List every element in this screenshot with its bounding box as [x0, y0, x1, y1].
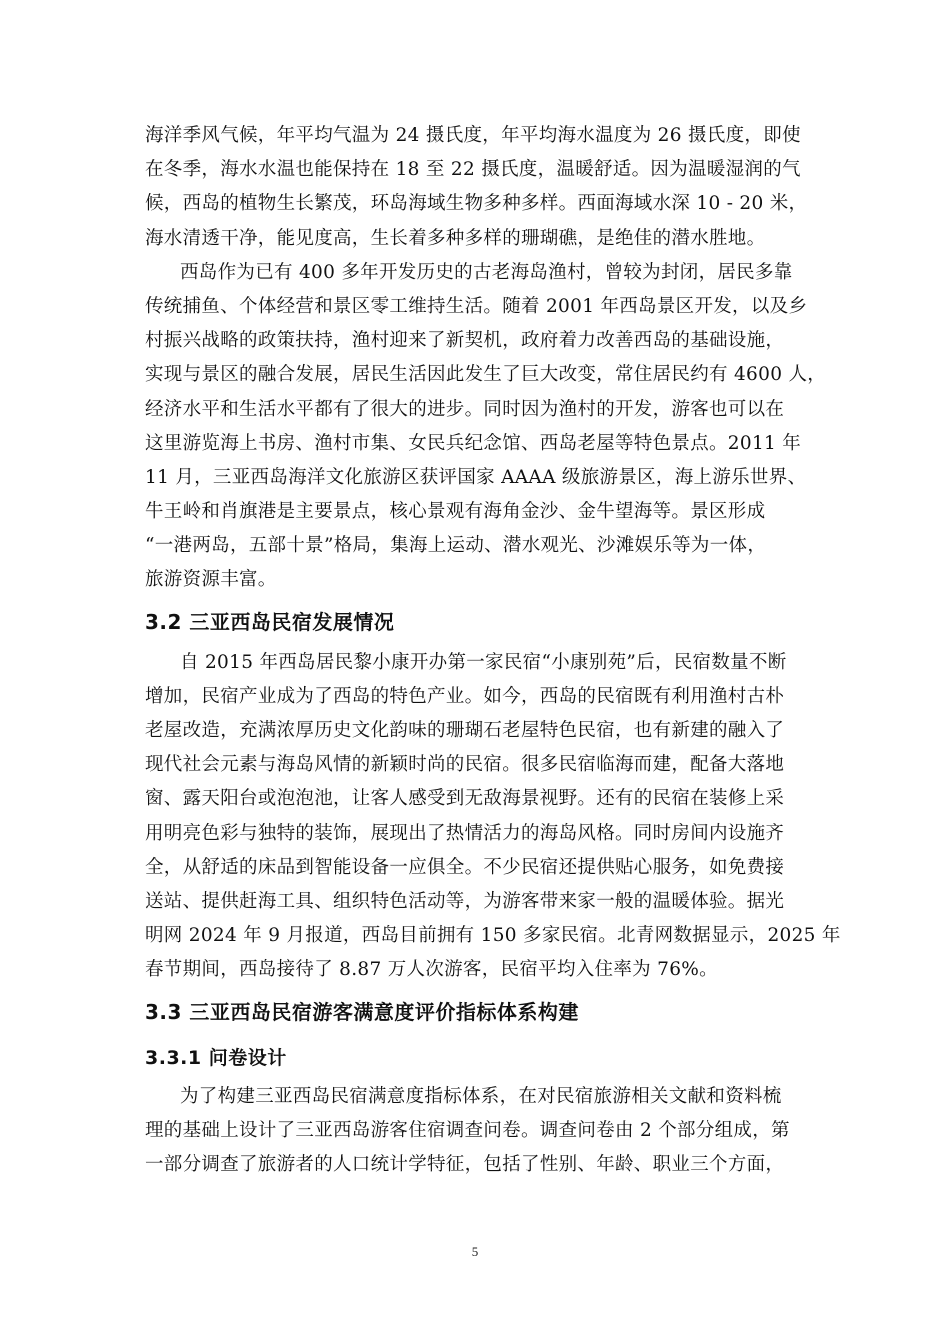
- text-line: 这里游览海上书房、渔村市集、女民兵纪念馆、西岛老屋等特色景点。2011 年: [145, 432, 802, 454]
- section-heading: 3.3 三亚西岛民宿游客满意度评价指标体系构建: [145, 999, 579, 1024]
- text-line: 经济水平和生活水平都有了很大的进步。同时因为渔村的开发，游客也可以在: [145, 398, 785, 420]
- text-line: 在冬季，海水水温也能保持在 18 至 22 摄氏度，温暖舒适。因为温暖湿润的气: [145, 159, 801, 181]
- text-line: “一港两岛，五部十景”格局，集海上运动、潜水观光、沙滩娱乐等为一体，: [145, 535, 767, 557]
- text-line: 春节期间，西岛接待了 8.87 万人次游客，民宿平均入住率为 76%。: [145, 959, 718, 981]
- text-line: 实现与景区的融合发展，居民生活因此发生了巨大改变，常住居民约有 4600 人，: [145, 364, 827, 386]
- text-line: 一部分调查了旅游者的人口统计学特征，包括了性别、年龄、职业三个方面，: [145, 1153, 785, 1175]
- text-line: 窗、露天阳台或泡泡池，让客人感受到无敌海景视野。还有的民宿在装修上采: [145, 788, 785, 810]
- paragraph: [145, 256, 827, 598]
- text-line: 旅游资源丰富。: [145, 569, 277, 591]
- text-line: 海洋季风气候，年平均气温为 24 摄氏度，年平均海水温度为 26 摄氏度，即使: [145, 125, 801, 146]
- text-line: 老屋改造，充满浓厚历史文化韵味的珊瑚石老屋特色民宿，也有新建的融入了: [145, 720, 785, 741]
- text-line: 牛王岭和肖旗港是主要景点，核心景观有海角金沙、金牛望海等。景区形成: [145, 501, 766, 523]
- text-line: 明网 2024 年 9 月报道，西岛目前拥有 150 多家民宿。北青网数据显示，2025 年: [145, 925, 841, 947]
- text-line: 用明亮色彩与独特的装饰，展现出了热情活力的海岛风格。同时房间内设施齐: [145, 822, 785, 844]
- text-line: 送站、提供赶海工具、组织特色活动等，为游客带来家一般的温暖体验。据光: [145, 890, 785, 912]
- text-line: 为了构建三亚西岛民宿满意度指标体系，在对民宿旅游相关文献和资料梳: [180, 1085, 782, 1107]
- page-body: [145, 119, 841, 1182]
- text-line: 增加，民宿产业成为了西岛的特色产业。如今，西岛的民宿既有利用渔村古朴: [145, 685, 785, 707]
- section-heading: 3.2 三亚西岛民宿发展情况: [145, 609, 395, 634]
- subsection-heading: 3.3.1 问卷设计: [145, 1046, 287, 1069]
- text-line: 理的基础上设计了三亚西岛游客住宿调查问卷。调查问卷由 2 个部分组成，第: [145, 1119, 790, 1141]
- text-line: 海水清透干净，能见度高，生长着多种多样的珊瑚礁，是绝佳的潜水胜地。: [145, 227, 766, 249]
- paragraph: [145, 1080, 810, 1183]
- text-line: 西岛作为已有 400 多年开发历史的古老海岛渔村，曾较为封闭，居民多靠: [180, 261, 793, 283]
- page-number: 5: [471, 1244, 479, 1259]
- text-line: 全，从舒适的床品到智能设备一应俱全。不少民宿还提供贴心服务，如免费接: [145, 856, 785, 878]
- text-line: 村振兴战略的政策扶持，渔村迎来了新契机，政府着力改善西岛的基础设施，: [145, 330, 785, 352]
- text-line: 11 月，三亚西岛海洋文化旅游区获评国家 AAAA 级旅游景区，海上游乐世界、: [145, 466, 807, 488]
- text-line: 传统捕鱼、个体经营和景区零工维持生活。随着 2001 年西岛景区开发，以及乡: [145, 295, 808, 317]
- text-line: 候，西岛的植物生长繁茂，环岛海域生物多种多样。西面海域水深 10 - 20 米，: [145, 193, 808, 215]
- paragraph: [145, 119, 810, 256]
- text-line: 自 2015 年西岛居民黎小康开办第一家民宿“小康别苑”后，民宿数量不断: [180, 651, 787, 673]
- paragraph: [145, 646, 841, 988]
- text-line: 现代社会元素与海岛风情的新颖时尚的民宿。很多民宿临海而建，配备大落地: [145, 754, 785, 776]
